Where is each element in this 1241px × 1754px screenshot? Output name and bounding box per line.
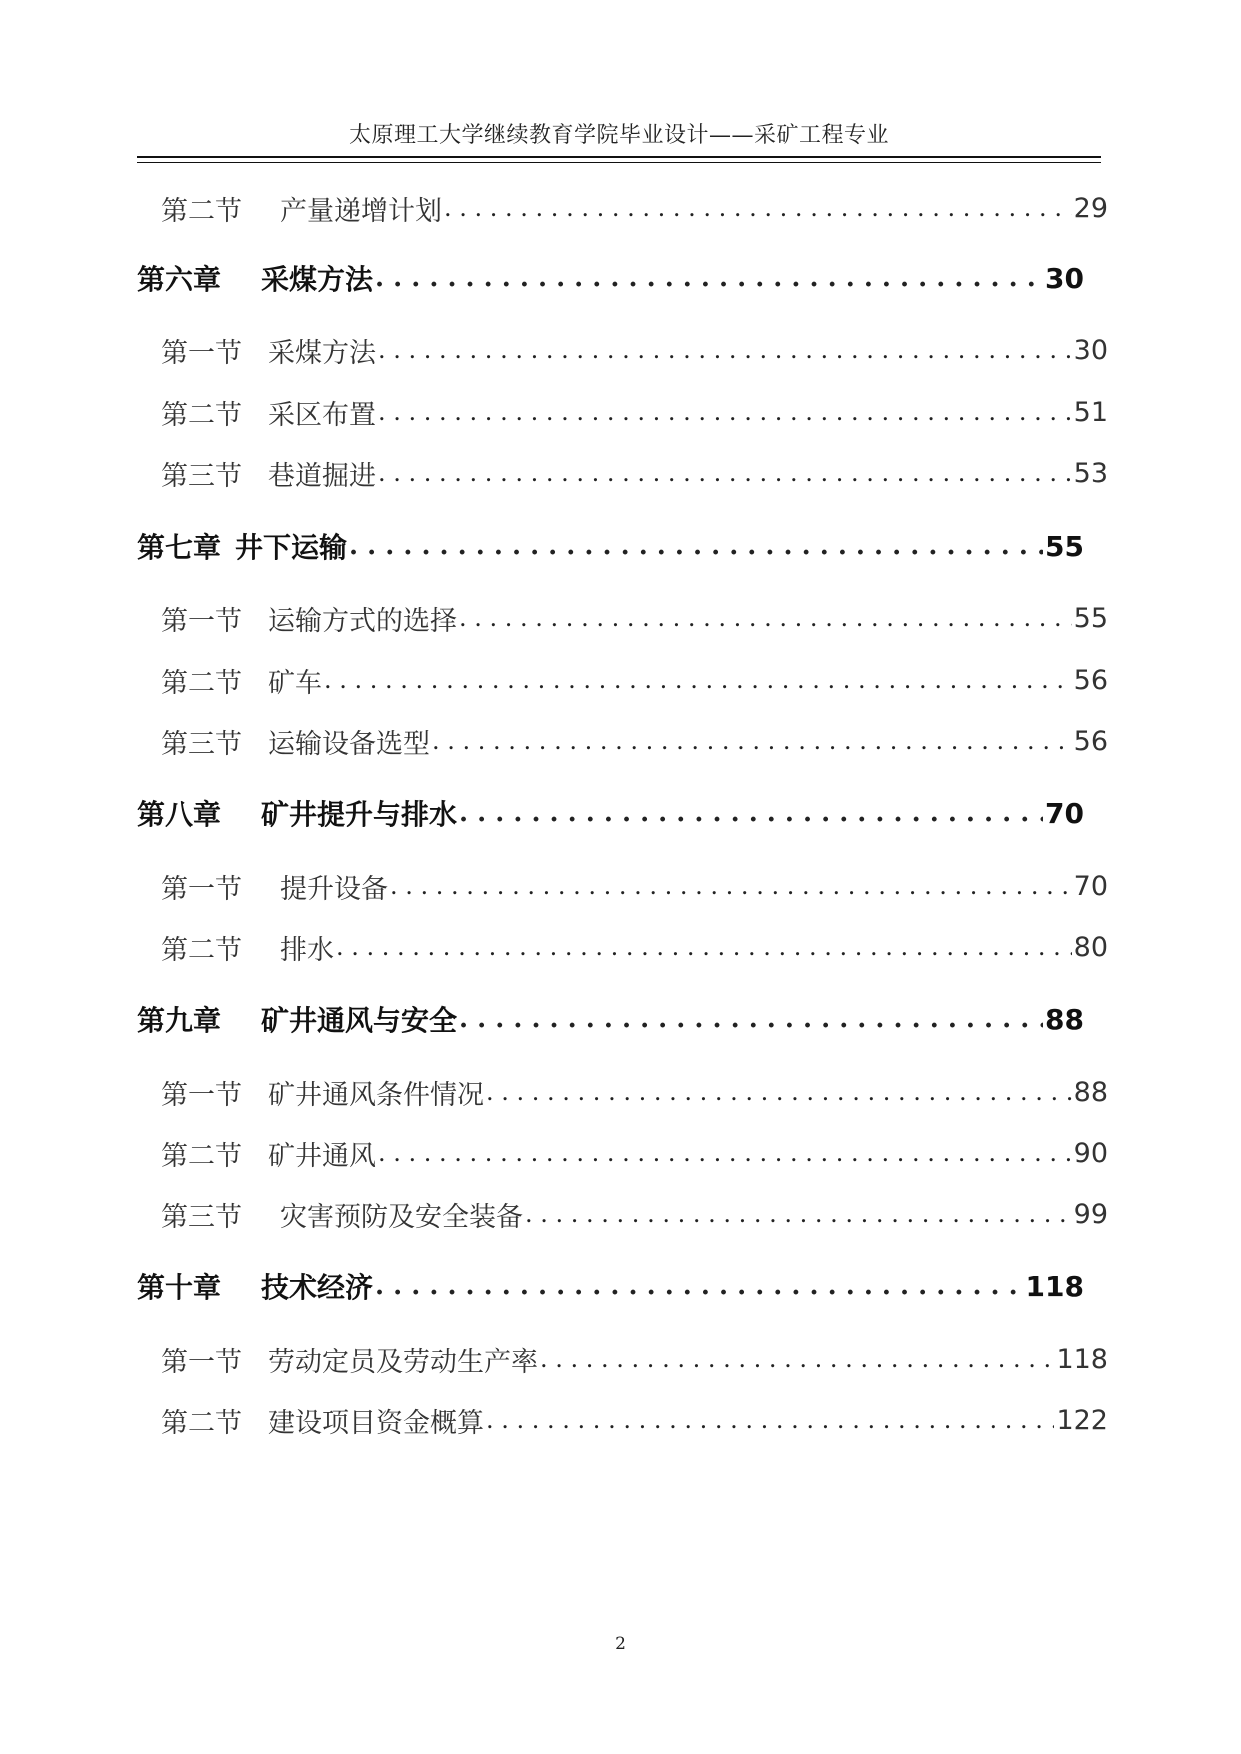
toc-entry-number: 第七章	[137, 531, 222, 564]
toc-entry[interactable]	[137, 256, 1084, 300]
toc-entry[interactable]	[137, 864, 1108, 908]
toc-entry-page: 88	[1045, 1002, 1084, 1036]
toc-entry-page: 56	[1073, 725, 1108, 757]
toc-entry-title: 提升设备	[280, 873, 388, 905]
toc-entry-number: 第三节	[161, 728, 242, 760]
toc-leader-dots	[378, 336, 1072, 364]
toc-leader-dots	[459, 798, 1043, 828]
toc-entry-page: 99	[1073, 1198, 1108, 1230]
toc-entry-number: 第一节	[161, 1346, 242, 1378]
toc-entry-page: 51	[1073, 396, 1108, 428]
toc-entry-title: 井下运输	[235, 531, 348, 564]
toc-entry-page: 70	[1045, 796, 1084, 830]
toc-leader-dots	[486, 1078, 1072, 1106]
toc-entry-page: 118	[1025, 1269, 1084, 1303]
toc-entry[interactable]	[137, 328, 1108, 372]
toc-entry[interactable]	[137, 719, 1108, 763]
toc-leader-dots	[378, 459, 1072, 487]
toc-entry-page: 88	[1073, 1076, 1108, 1108]
toc-entry-title: 采煤方法	[261, 263, 374, 296]
toc-entry-title: 采煤方法	[268, 337, 376, 369]
toc-leader-dots	[432, 727, 1072, 755]
toc-entry[interactable]	[137, 658, 1108, 702]
toc-leader-dots	[486, 1406, 1054, 1434]
toc-entry-title: 矿井提升与排水	[261, 798, 458, 831]
toc-entry-number: 第一节	[161, 1079, 242, 1111]
toc-entry-title: 建设项目资金概算	[268, 1407, 484, 1439]
toc-entry-title: 矿车	[268, 667, 322, 699]
toc-entry-title: 矿井通风条件情况	[268, 1079, 484, 1111]
toc-entry-title: 产量递增计划	[280, 195, 442, 227]
toc-entry-title: 灾害预防及安全装备	[280, 1201, 523, 1233]
toc-entry-title: 劳动定员及劳动生产率	[268, 1346, 538, 1378]
toc-entry-title: 巷道掘进	[268, 460, 376, 492]
toc-leader-dots	[459, 1004, 1043, 1034]
toc-entry-number: 第八章	[137, 798, 222, 831]
toc-entry[interactable]	[137, 186, 1108, 230]
toc-entry[interactable]	[137, 1070, 1108, 1114]
page-number: 2	[615, 1634, 626, 1654]
toc-entry-page: 80	[1073, 931, 1108, 963]
toc-leader-dots	[336, 933, 1072, 961]
toc-entry-page: 118	[1056, 1343, 1108, 1375]
toc-entry-page: 30	[1073, 334, 1108, 366]
toc-leader-dots	[349, 531, 1043, 561]
toc-entry-title: 矿井通风	[268, 1140, 376, 1172]
toc-entry[interactable]	[137, 1264, 1084, 1308]
toc-entry-page: 30	[1045, 261, 1084, 295]
toc-leader-dots	[390, 872, 1072, 900]
toc-entry-page: 29	[1073, 192, 1108, 224]
toc-entry-page: 53	[1073, 457, 1108, 489]
toc-entry[interactable]	[137, 1337, 1108, 1381]
toc-leader-dots	[375, 263, 1043, 293]
toc-entry-number: 第九章	[137, 1004, 222, 1037]
toc-entry-number: 第二节	[161, 1140, 242, 1172]
toc-entry-number: 第二节	[161, 934, 242, 966]
toc-leader-dots	[540, 1345, 1054, 1373]
toc-leader-dots	[525, 1200, 1072, 1228]
toc-entry-title: 技术经济	[261, 1271, 374, 1304]
toc-entry-title: 运输方式的选择	[268, 605, 457, 637]
toc-leader-dots	[378, 1139, 1072, 1167]
toc-entry-page: 70	[1073, 870, 1108, 902]
toc-entry-number: 第六章	[137, 263, 222, 296]
toc-entry[interactable]	[137, 925, 1108, 969]
toc-entry[interactable]	[137, 1398, 1108, 1442]
toc-entry-number: 第二节	[161, 667, 242, 699]
page-header-title: 太原理工大学继续教育学院毕业设计——采矿工程专业	[348, 123, 889, 148]
toc-entry-title: 排水	[280, 934, 334, 966]
toc-entry-page: 55	[1045, 529, 1084, 563]
toc-entry-page: 56	[1073, 664, 1108, 696]
toc-entry[interactable]	[137, 791, 1084, 835]
toc-entry-page: 90	[1073, 1137, 1108, 1169]
toc-entry-number: 第十章	[137, 1271, 222, 1304]
toc-entry-page: 55	[1073, 602, 1108, 634]
toc-entry-number: 第一节	[161, 605, 242, 637]
toc-entry-title: 运输设备选型	[268, 728, 430, 760]
toc-leader-dots	[459, 604, 1072, 632]
toc-entry[interactable]	[137, 1131, 1108, 1175]
toc-entry-title: 采区布置	[268, 399, 376, 431]
toc-entry-number: 第三节	[161, 1201, 242, 1233]
toc-entry-number: 第二节	[161, 399, 242, 431]
header-rule-thick	[137, 156, 1101, 158]
toc-entry[interactable]	[137, 390, 1108, 434]
toc-entry-title: 矿井通风与安全	[261, 1004, 458, 1037]
toc-entry-number: 第三节	[161, 460, 242, 492]
toc-entry-number: 第一节	[161, 873, 242, 905]
toc-leader-dots	[324, 666, 1072, 694]
toc-entry-page: 122	[1056, 1404, 1108, 1436]
toc-leader-dots	[444, 194, 1072, 222]
toc-entry[interactable]	[137, 596, 1108, 640]
toc-entry[interactable]	[137, 997, 1084, 1041]
toc-entry-number: 第二节	[161, 1407, 242, 1439]
toc-leader-dots	[378, 398, 1072, 426]
toc-entry-number: 第二节	[161, 195, 242, 227]
header-rule-thin	[137, 162, 1101, 163]
toc-entry[interactable]	[137, 1192, 1108, 1236]
toc-entry-number: 第一节	[161, 337, 242, 369]
toc-leader-dots	[375, 1271, 1024, 1301]
toc-entry[interactable]	[137, 524, 1084, 568]
toc-entry[interactable]	[137, 451, 1108, 495]
